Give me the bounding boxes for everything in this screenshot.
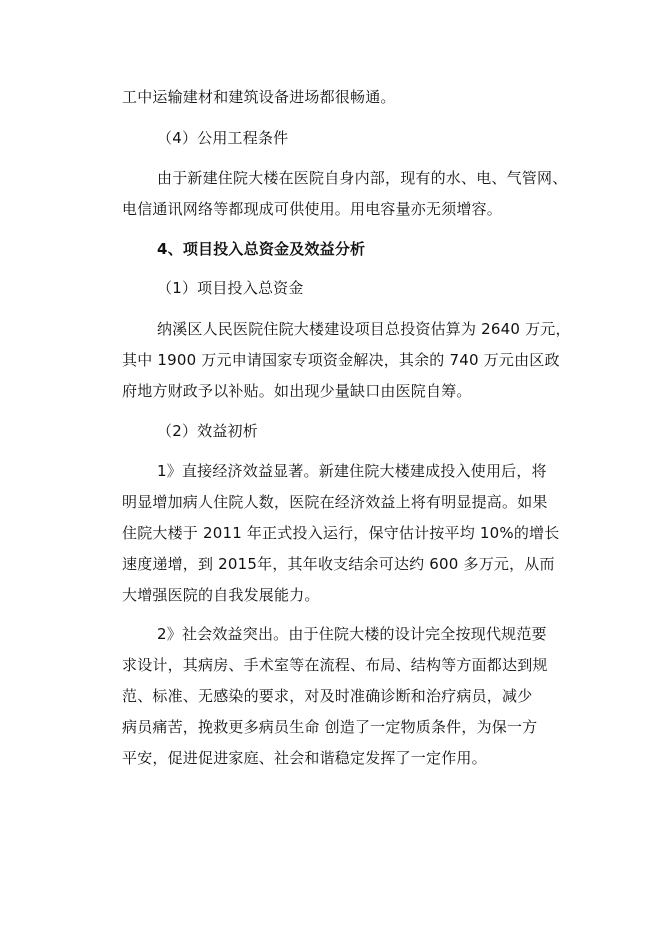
paragraph-line-12: 2》社会效益突出。由于住院大楼的设计完全按现代规范要 <box>157 625 547 643</box>
paragraph-line-8: 明显增加病人住院人数，医院在经济效益上将有明显提高。如果 <box>122 493 548 511</box>
paragraph-line-5: 其中 1900 万元申请国家专项资金解决，其余的 740 万元由区政 <box>122 351 560 369</box>
paragraph-line-14: 范、标准、无感染的要求，对及时准确诊断和治疗病员，减少 <box>122 687 533 705</box>
section-heading-public-utilities: （4）公用工程条件 <box>157 129 289 147</box>
paragraph-line-2: 由于新建住院大楼在医院自身内部，现有的水、电、气管网、 <box>157 169 568 187</box>
paragraph-line-15: 病员痛苦，挽救更多病员生命 创造了一定物质条件，为保一方 <box>122 718 538 736</box>
paragraph-line-13: 求设计，其病房、手术室等在流程、布局、结构等方面都达到规 <box>122 656 548 674</box>
paragraph-line-1: 工中运输建材和建筑设备进场都很畅通。 <box>122 88 396 106</box>
paragraph-line-4: 纳溪区人民医院住院大楼建设项目总投资估算为 2640 万元， <box>157 320 571 338</box>
subsection-heading-benefit-analysis: （2）效益初析 <box>157 422 258 440</box>
paragraph-line-9: 住院大楼于 2011 年正式投入运行，保守估计按平均 10%的增长 <box>122 524 560 542</box>
subsection-heading-total-investment: （1）项目投入总资金 <box>157 279 304 297</box>
section-heading-investment-analysis: 4、项目投入总资金及效益分析 <box>157 240 366 258</box>
paragraph-line-10: 速度递增，到 2015年，其年收支结余可达约 600 多万元，从而 <box>122 555 555 573</box>
paragraph-line-3: 电信通讯网络等都现成可供使用。用电容量亦无须增容。 <box>122 200 503 218</box>
paragraph-line-16: 平安，促进促进家庭、社会和谐稳定发挥了一定作用。 <box>122 749 487 767</box>
paragraph-line-7: 1》直接经济效益显著。新建住院大楼建成投入使用后，将 <box>157 462 547 480</box>
paragraph-line-11: 大增强医院的自我发展能力。 <box>122 586 320 604</box>
paragraph-line-6: 府地方财政予以补贴。如出现少量缺口由医院自筹。 <box>122 382 472 400</box>
